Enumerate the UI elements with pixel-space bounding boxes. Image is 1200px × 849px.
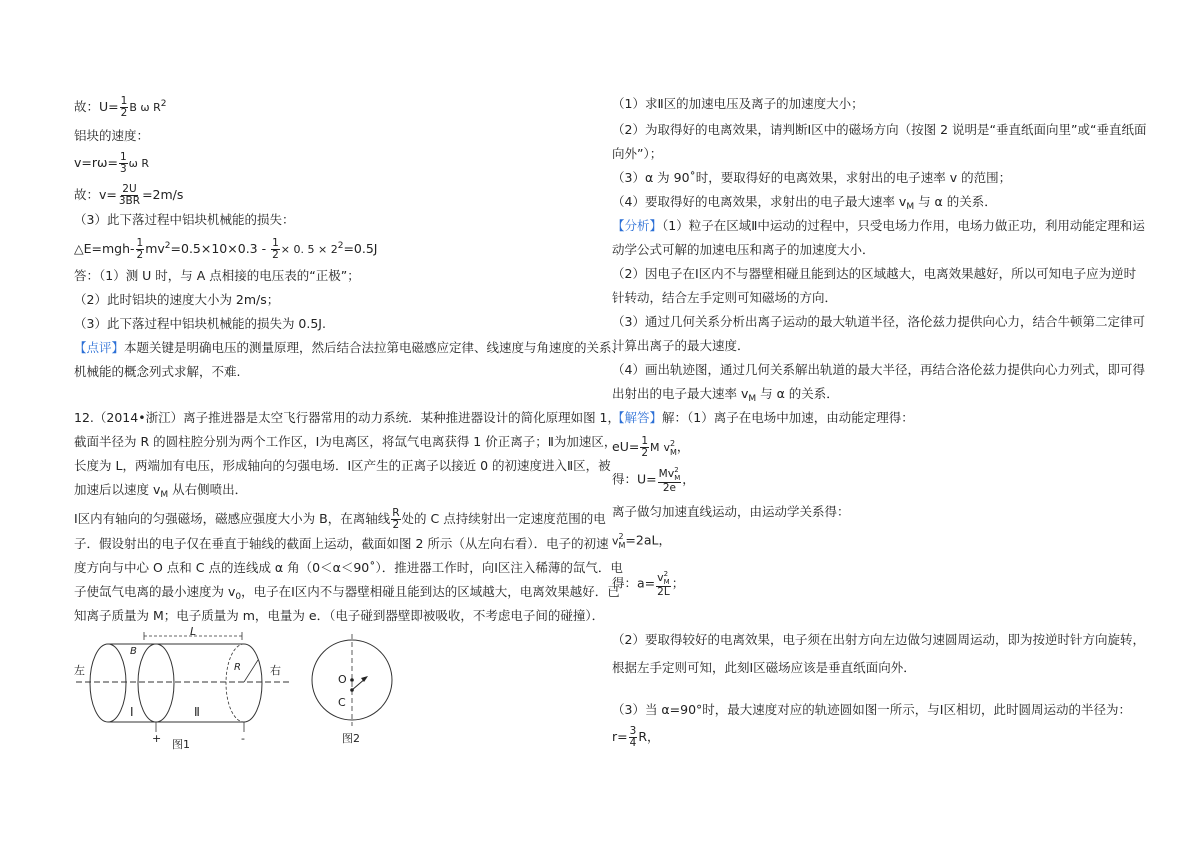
fig1-left-label: 左: [74, 664, 85, 677]
fraction-u: Mv 2 M 2e: [658, 466, 681, 494]
solution-2b: 根据左手定则可知，此刻Ⅰ区磁场应该是垂直纸面向外．: [612, 660, 916, 675]
answer-2: （2）此时铝块的速度大小为 2m/s；: [74, 292, 280, 307]
formula-radius: r= $\frac{3}{4}$ R，: [612, 725, 660, 749]
formula-kinematic: v 2 M =2aL，: [612, 532, 671, 550]
answer-1: 答：（1）测 U 时，与 A 点相接的电压表的“正极”；: [74, 268, 360, 283]
comment-tag: 【点评】: [74, 340, 125, 355]
question-2a: （2）为取得好的电离效果，请判断Ⅰ区中的磁场方向（按图 2 说明是“垂直纸面向里”或“垂直纸面: [612, 122, 1147, 137]
figure-2-cross-section: [306, 626, 406, 746]
analysis-tag: 【分析】: [612, 218, 663, 233]
fig1-caption: 图1: [172, 738, 190, 751]
fraction-r-2: $\frac{R}{2}$: [392, 507, 400, 531]
fig1-l-label: L: [190, 626, 197, 638]
fig1-zone-1: Ⅰ: [130, 705, 134, 719]
solution-tag: 【解答】: [612, 410, 663, 425]
question-2b: 向外”）；: [612, 146, 663, 161]
question-4: （4）要取得好的电离效果，求射出的电子最大速率 $v_M$ 与 α 的关系．: [612, 194, 997, 212]
solution-1: 【解答】解：（1）离子在电场中加速，由动能定理得：: [612, 410, 914, 425]
fraction-2u-3br: $\frac{2U}{3BR}$: [118, 183, 141, 207]
analysis-3b: 计算出离子的最大速度．: [612, 338, 750, 353]
q12-line-3: 长度为 L，两端加有电压，形成轴向的匀强电场．Ⅰ区产生的正离子以接近 0 的初速度进入Ⅱ区，被: [74, 458, 611, 473]
analysis-1b: 动学公式可解的加速电压和离子的加速度大小．: [612, 242, 875, 257]
comment: 【点评】本题关键是明确电压的测量原理，然后结合法拉第电磁感应定律、线速度与角速度的关系、: [74, 340, 625, 355]
fig1-b-label: B: [130, 646, 137, 657]
q12-line-1: 12.（2014•浙江）离子推进器是太空飞行器常用的动力系统．某种推进器设计的简化原理如图 1，: [74, 410, 620, 425]
speed-label: 铝块的速度：: [74, 128, 150, 143]
fig1-r-label: R: [234, 662, 241, 673]
fig2-c-label: C: [338, 696, 346, 709]
formula-acceleration: 得：a= v 2 M 2L ；: [612, 570, 685, 598]
q12-line-7: 度方向与中心 O 点和 C 点的连线成 α 角（0＜α＜90˚）．推进器工作时，向Ⅰ区注入稀薄的氙气．电: [74, 560, 623, 575]
formula-v-omega: v=rω= $\frac{1}{3}$ ω R: [74, 151, 149, 175]
fig1-zone-2: Ⅱ: [194, 705, 200, 719]
part3-label: （3）此下落过程中铝块机械能的损失：: [74, 212, 295, 227]
formula-energy: △E=mgh- $\frac{1}{2}$ $mv^2=0.5\times 10\times 0.3$ - $\frac{1}{2}$ × 0. $5 \times 2^2=0.5J$: [74, 237, 378, 261]
fig1-plus: +: [152, 732, 162, 745]
formula-u: 故：U= $\frac{1}{2}$ B ω $R^2$: [74, 95, 167, 119]
analysis-4b: 出射出的电子最大速率 $v_M$ 与 α 的关系．: [612, 386, 839, 404]
analysis-2a: （2）因电子在Ⅰ区内不与器壁相碰且能到达的区域越大，电离效果越好，所以可知电子应为逆时: [612, 266, 1137, 281]
fig2-caption: 图2: [342, 732, 360, 745]
fraction-a: v 2 M 2L: [657, 570, 670, 598]
solution-2a: （2）要取得较好的电离效果，电子须在出射方向左边做匀速圆周运动，即为按逆时针方向旋转，: [612, 632, 1145, 647]
formula-v-result: 故：v= $\frac{2U}{3BR}$ =2m/s: [74, 183, 184, 207]
formula-eu: eU= $\frac{1}{2}$ M v 2 M ，: [612, 435, 690, 459]
fig1-minus: -: [241, 732, 245, 745]
fig1-right-label: 右: [270, 664, 281, 677]
question-1: （1）求Ⅱ区的加速电压及离子的加速度大小；: [612, 96, 864, 111]
answer-3: （3）此下落过程中铝块机械能的损失为 0.5J.: [74, 316, 326, 331]
fraction-half: $\frac{1}{2}$: [120, 95, 128, 119]
fraction-third: $\frac{1}{3}$: [119, 151, 127, 175]
analysis-2b: 针转动，结合左手定则可知磁场的方向．: [612, 290, 838, 305]
figure-1-cylinder: [74, 626, 294, 752]
q12-line-2: 截面半径为 R 的圆柱腔分别为两个工作区，Ⅰ为电离区，将氙气电离获得 1 价正离子；Ⅱ为加速区，: [74, 434, 617, 449]
analysis-1: 【分析】（1）粒子在区域Ⅱ中运动的过程中，只受电场力作用，电场力做正功，利用动能定理和运: [612, 218, 1145, 233]
fraction-eu-half: $\frac{1}{2}$: [641, 435, 649, 459]
question-3: （3）α 为 90˚时，要取得好的电离效果，求射出的电子速率 v 的范围；: [612, 170, 1012, 185]
q12-line-5: Ⅰ区内有轴向的匀强磁场，磁感应强度大小为 B，在离轴线 $\frac{R}{2}$ 处的 C 点持续射出一定速度范围的电: [74, 507, 606, 531]
fraction-half-3: $\frac{1}{2}$: [272, 237, 279, 261]
q12-line-4: 加速后以速度 $v_M$ 从右侧喷出．: [74, 482, 248, 500]
q12-line-9: 知离子质量为 M；电子质量为 m，电量为 e．（电子碰到器壁即被吸收，不考虑电子间的碰撞）．: [74, 608, 605, 623]
q12-line-6: 子．假设射出的电子仅在垂直于轴线的截面上运动，截面如图 2 所示（从左向右看）．电子的初速: [74, 536, 609, 551]
fraction-half-2: $\frac{1}{2}$: [136, 237, 144, 261]
formula-u-result: 得：U= Mv 2 M 2e ，: [612, 466, 695, 494]
analysis-3a: （3）通过几何关系分析出离子运动的最大轨道半径，洛伦兹力提供向心力，结合牛顿第二定律可: [612, 314, 1145, 329]
uniform-motion: 离子做匀加速直线运动，由运动学关系得：: [612, 504, 850, 519]
fraction-three-quarters: $\frac{3}{4}$: [629, 725, 637, 749]
analysis-4a: （4）画出轨迹图，通过几何关系解出轨道的最大半径，再结合洛伦兹力提供向心力列式，即可得: [612, 362, 1145, 377]
fig2-o-label: O: [338, 673, 347, 686]
q12-line-8: 子使氙气电离的最小速度为 $v_0$，电子在Ⅰ区内不与器壁相碰且能到达的区域越大，电离效果越好．已: [74, 584, 620, 602]
solution-3: （3）当 α=90°时，最大速度对应的轨迹圆如图一所示，与Ⅰ区相切，此时圆周运动的半径为：: [612, 702, 1131, 717]
comment-2: 机械能的概念列式求解，不难.: [74, 364, 241, 379]
